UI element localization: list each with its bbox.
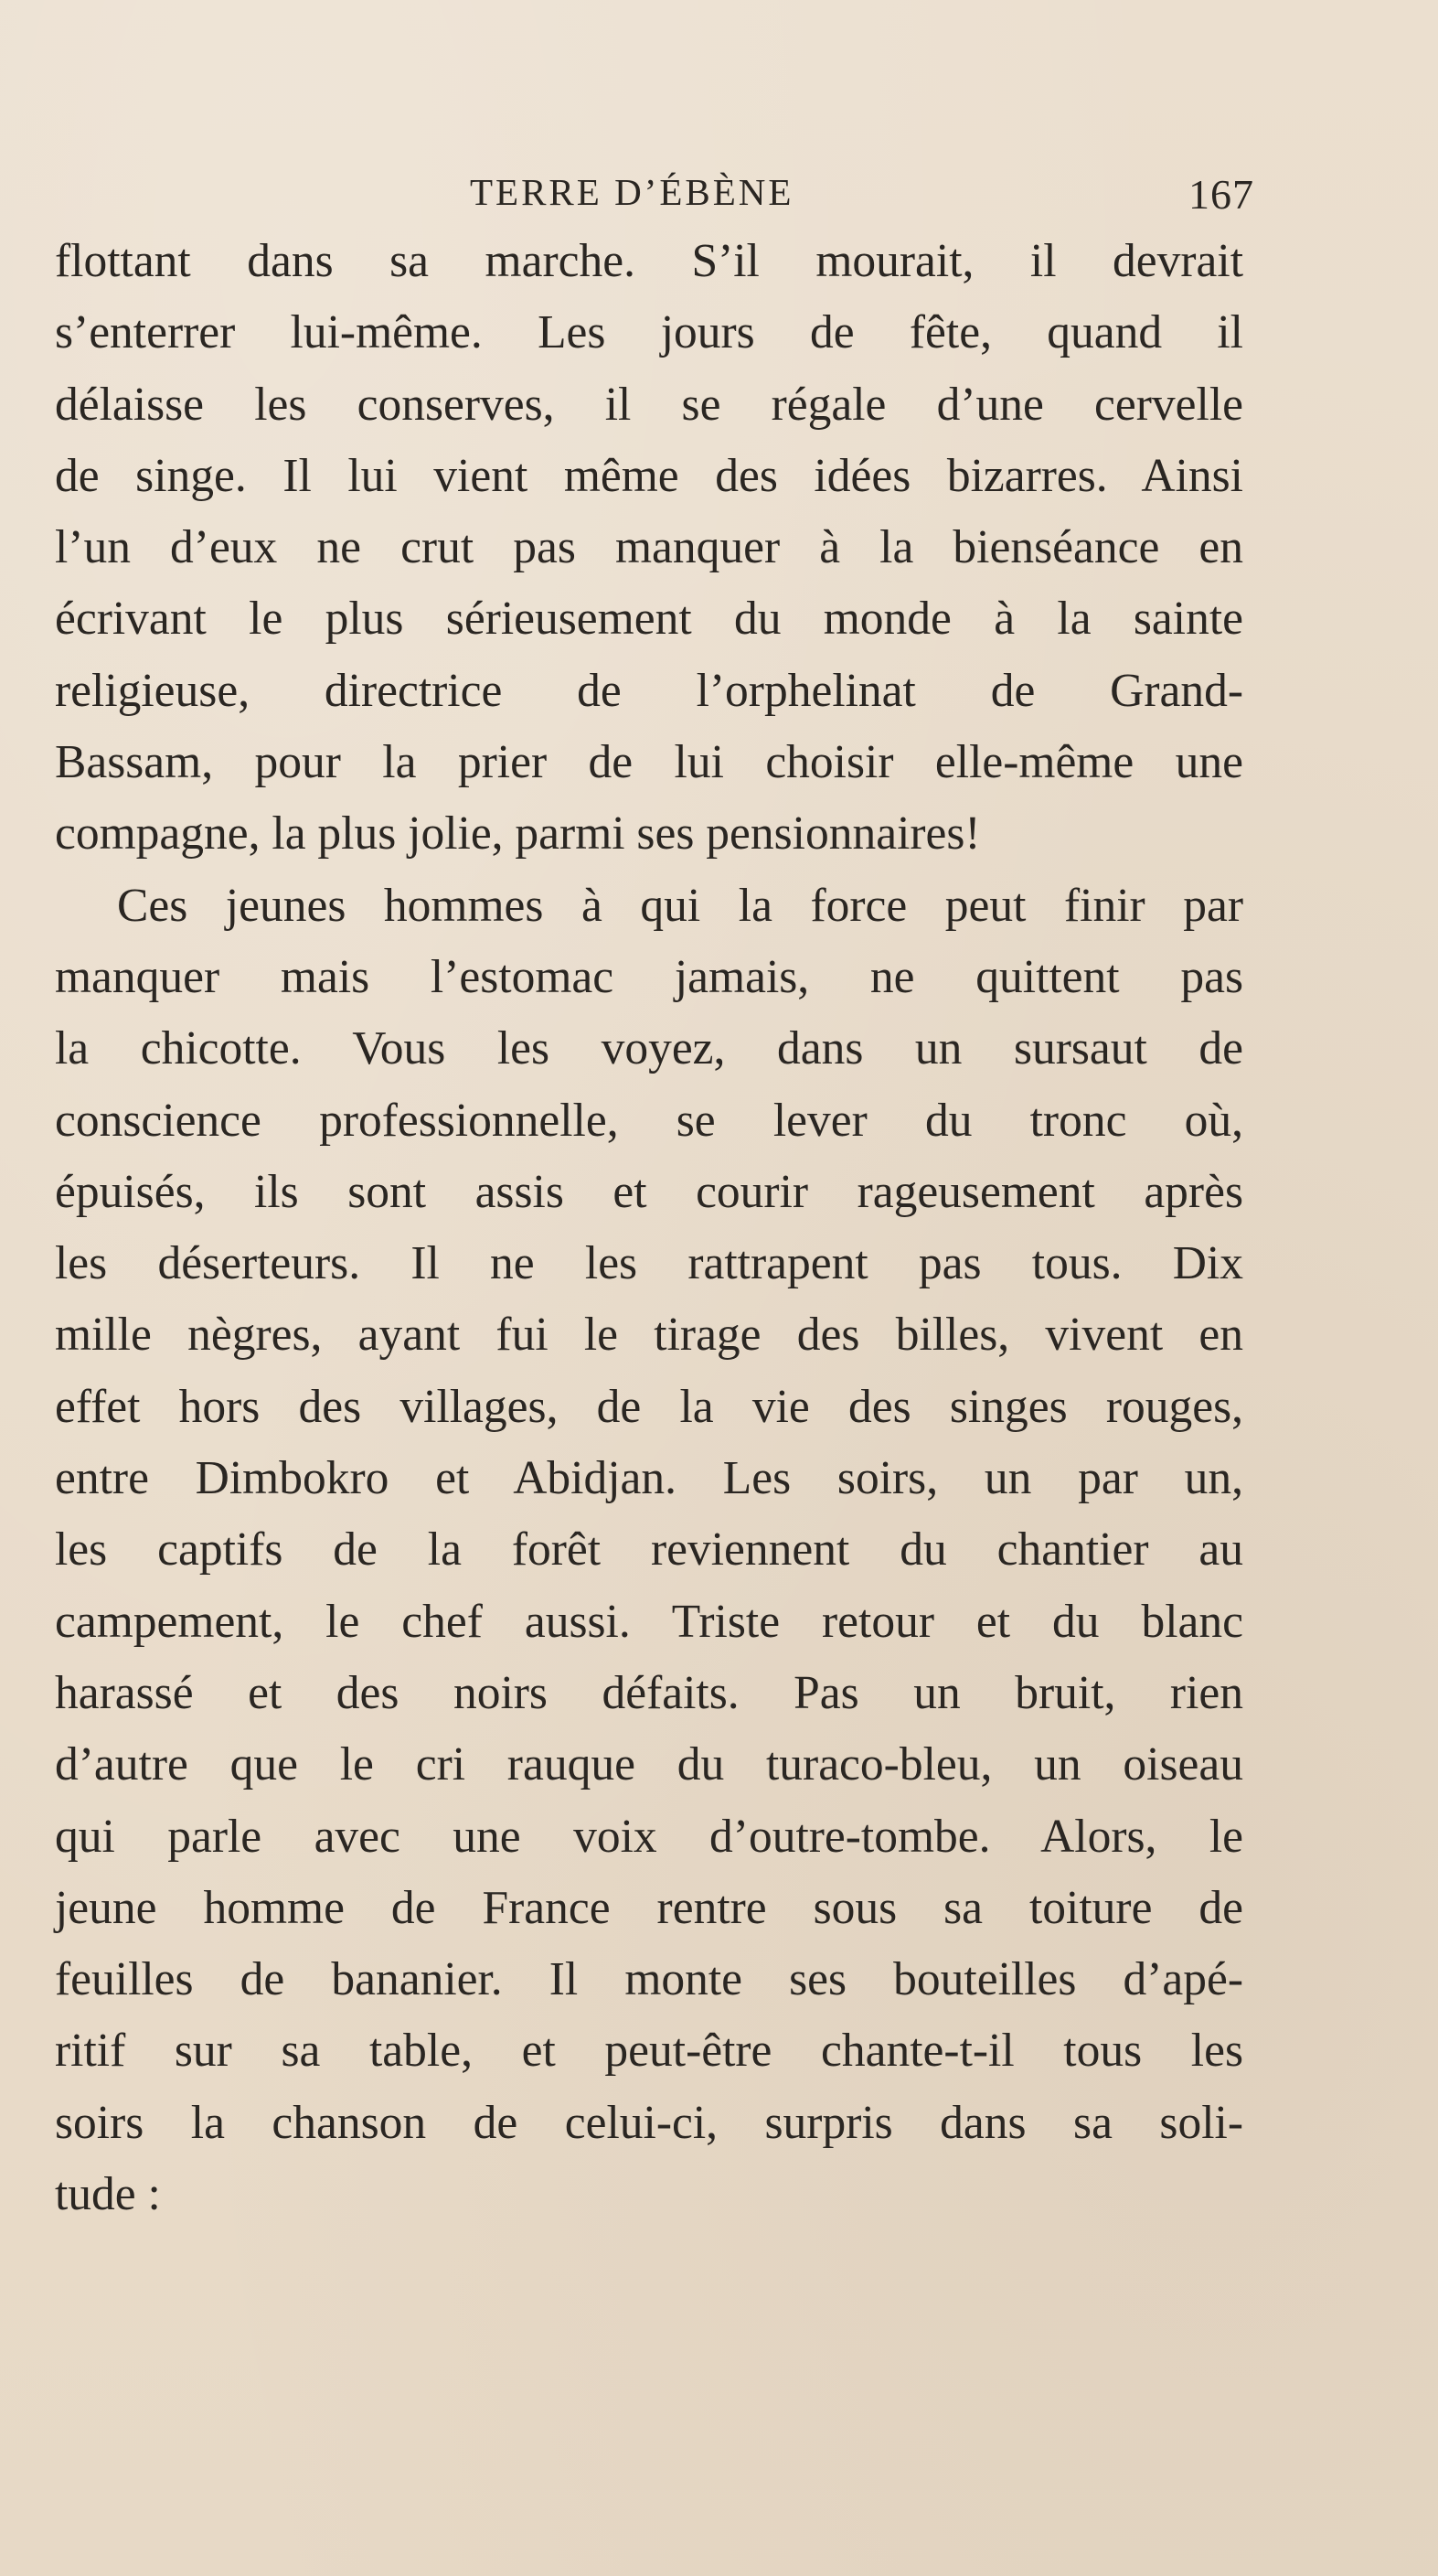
text-line: manquer mais l’estomac jamais, ne quittent pas (55, 950, 1243, 1003)
running-head (57, 170, 1254, 225)
text-line: effet hors des villages, de la vie des singes rouges, (55, 1380, 1243, 1433)
text-line: Bassam, pour la prier de lui choisir elle-même une (55, 736, 1243, 789)
text-line: la chicotte. Vous les voyez, dans un sursaut de (55, 1022, 1243, 1075)
body-text (55, 226, 1243, 2230)
text-line: compagne, la plus jolie, parmi ses pensionnaires! (55, 807, 981, 860)
paragraph-start-line: Ces jeunes hommes à qui la force peut finir par (117, 879, 1243, 932)
text-line: s’enterrer lui-même. Les jours de fête, quand il (55, 306, 1243, 359)
text-line: les déserteurs. Il ne les rattrapent pas tous. Dix (55, 1237, 1243, 1290)
text-line: délaisse les conserves, il se régale d’une cervelle (55, 378, 1243, 431)
text-line: jeune homme de France rentre sous sa toiture de (55, 1881, 1243, 1934)
text-line: campement, le chef aussi. Triste retour et du blanc (55, 1595, 1243, 1648)
text-line: flottant dans sa marche. S’il mourait, il devrait (55, 235, 1243, 287)
text-line: l’un d’eux ne crut pas manquer à la bienséance en (55, 521, 1243, 574)
text-line: de singe. Il lui vient même des idées bizarres. Ainsi (55, 449, 1243, 502)
running-head-title: TERRE D’ÉBÈNE (470, 171, 794, 213)
text-line: d’autre que le cri rauque du turaco-bleu, un oiseau (55, 1738, 1243, 1791)
text-line: religieuse, directrice de l’orphelinat de Grand- (55, 664, 1243, 717)
text-line: écrivant le plus sérieusement du monde à la sainte (55, 593, 1243, 646)
text-line: tude : (55, 2168, 161, 2221)
text-line: entre Dimbokro et Abidjan. Les soirs, un par un, (55, 1452, 1243, 1505)
text-line: feuilles de bananier. Il monte ses bouteilles d’apé- (55, 1953, 1243, 2006)
text-line: qui parle avec une voix d’outre-tombe. Alors, le (55, 1810, 1243, 1863)
page-number: 167 (1188, 171, 1254, 218)
text-line: épuisés, ils sont assis et courir rageusement après (55, 1165, 1243, 1218)
text-line: mille nègres, ayant fui le tirage des billes, vivent en (55, 1309, 1243, 1362)
text-line: ritif sur sa table, et peut-être chante-t-il tous les (55, 2025, 1243, 2078)
text-line: conscience professionnelle, se lever du tronc où, (55, 1094, 1243, 1147)
text-line: soirs la chanson de celui-ci, surpris dans sa soli- (55, 2096, 1243, 2149)
text-line: les captifs de la forêt reviennent du chantier au (55, 1523, 1243, 1577)
text-line: harassé et des noirs défaits. Pas un bruit, rien (55, 1666, 1243, 1719)
